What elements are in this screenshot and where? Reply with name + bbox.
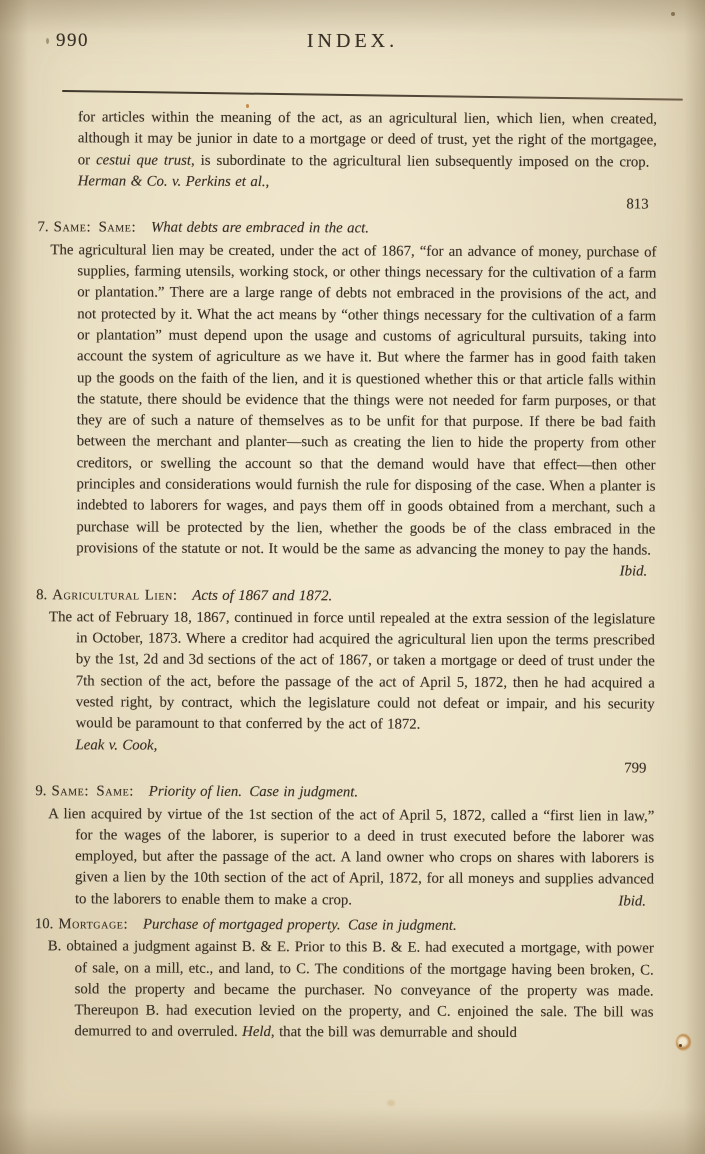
page-reference: Ibid. — [619, 563, 648, 580]
text-run: Held — [242, 1024, 271, 1041]
text-run: Purchase of mortgaged property. — [142, 916, 341, 934]
text-run — [178, 587, 193, 603]
entry-paragraph — [78, 107, 657, 194]
text-run: Herman & Co. v. Perkins et al., — [77, 173, 270, 190]
text-run — [136, 220, 151, 236]
paper-speck — [671, 12, 675, 16]
page-reference: 799 — [624, 760, 647, 777]
entry-number: 10. — [34, 916, 54, 933]
text-run: Same: — [96, 783, 135, 800]
paper-stain-dot — [679, 1044, 682, 1047]
page-title: INDEX. — [306, 30, 399, 52]
entry-number: 7. — [37, 219, 49, 236]
entry-number: 8. — [36, 586, 48, 603]
entry-paragraph — [48, 804, 655, 913]
page-number: 990 — [56, 30, 89, 51]
text-run: Agricultural Lien: — [52, 586, 178, 604]
entry-heading — [36, 585, 655, 609]
text-run: Acts of 1867 and 1872. — [192, 587, 333, 604]
text-run: for articles within the meaning of the act, as an agricultural lien, which lien, when created, although it may be junior in date to a mortgage or deed of trust, yet the right of the mortgagee, or — [77, 109, 657, 168]
entry-heading — [35, 781, 654, 805]
paper-speck — [246, 104, 249, 108]
page-header — [0, 0, 705, 76]
text-run: Leak v. Cook, — [75, 736, 158, 754]
text-run — [128, 916, 143, 932]
text-run: cestui que trust — [96, 151, 192, 169]
text-run: The agricultural lien may be created, under the act of 1867, “for an advance of money, purchase of supplies, farming utensils, working stock, or other things necessary for the cultivation of a farm or plantation.” There are a large range of debts not embraced in the provisions of the act, and not protected by it. What the act means by “other things necessary for the cultivation of a farm or plantation” must depend upon the usage and customs of agricultural pursuits, taking into account the system of agriculture as we have it. But where the farmer has in good faith taken up the goods on the faith of the lien, and it is questioned whether this or that article falls within the statute, there should be evidence that the things were not needed for farm purposes, or that they are of such a nature of themselves as to be unfit for that purpose. If there be bad faith between the merchant and planter—such as creating the lien to hide the property from other creditors, or swelling the account so that the demand would have that effect—then other principles and considerations would furnish the rule for disposing of the case. When a planter is indebted to laborers for wages, and pays them off in goods obtained from a merchant, such a purchase will be protected by the lien, whether the goods be of the class embraced in the provisions of the statute or not. It would be the same as advancing the money to pay the hands. — [50, 241, 657, 559]
text-run — [134, 784, 149, 800]
entry-paragraph — [49, 607, 656, 737]
text-run: B. obtained a judgment against B. & E. Prior to this B. & E. had executed a mortgage, with power of sale, on a mill, etc., and land, to C. The conditions of the mortgage having been broken, C. sold the property and became the purchaser. No conveyance of the property was made. Thereupon B. had execution levied on the property, and C. enjoined the sale. The bill was demurred to and overruled. — [47, 938, 654, 1041]
header-rule — [62, 90, 683, 101]
text-run — [242, 784, 249, 800]
index-entries — [0, 107, 705, 1045]
text-run: , that the bill was demurrable and should — [270, 1024, 517, 1042]
paper-stain-ring — [676, 1034, 691, 1051]
entry-paragraph — [50, 240, 657, 583]
text-run: , is subordinate to the agricultural lien subsequently imposed on the crop. — [191, 152, 657, 171]
index-entry — [35, 585, 655, 780]
page-reference: 813 — [626, 196, 649, 213]
index-entry — [36, 218, 656, 583]
entry-heading — [37, 218, 656, 242]
text-run: Priority of lien. — [148, 783, 242, 801]
page-reference: Ibid. — [618, 893, 646, 910]
text-run: A lien acquired by virtue of the 1st section of the act of April 5, 1872, called a “first lien in law,” for the wages of the laborer, is superior to a deed in trust executed before the laborer was employed, but after the passage of the act. A land owner who crops on shares with laborers is given a lien by the 10th section of the act of April, 1872, for all moneys and supplies advanced to the laborers to enable them to make a crop. — [48, 805, 655, 909]
text-run: Case in judgment. — [249, 784, 359, 801]
text-run: Same: — [51, 783, 90, 800]
entry-paragraph — [47, 937, 654, 1046]
text-run: Same: — [53, 219, 92, 236]
index-entry — [35, 781, 654, 912]
paper-speck — [387, 1100, 395, 1106]
text-run: The act of February 18, 1867, continued in force until repealed at the extra session of the legislature in October, 1873. Where a creditor had acquired the agricultural lien upon the terms prescribed by the 1st, 2d and 3d sections of the act of 1867, or taken a mortgage or deed of trust under the 7th section of the act, before the passage of the act of April 5, 1872, then he had acquired a vested right, by contract, which the legislature could not defeat or impair, and his security would be paramount to that conferred by the act of 1872. — [49, 609, 656, 733]
text-run: What debts are embraced in the act. — [150, 220, 369, 237]
index-entry — [34, 914, 653, 1045]
entry-paragraph — [76, 735, 655, 759]
text-run: Mortgage: — [58, 916, 129, 933]
text-run: Case in judgment. — [347, 917, 457, 934]
entry-heading — [35, 914, 654, 938]
entry-number: 9. — [35, 783, 47, 800]
index-entry — [38, 107, 657, 216]
text-run: Same: — [98, 219, 137, 237]
paper-speck — [46, 38, 49, 44]
